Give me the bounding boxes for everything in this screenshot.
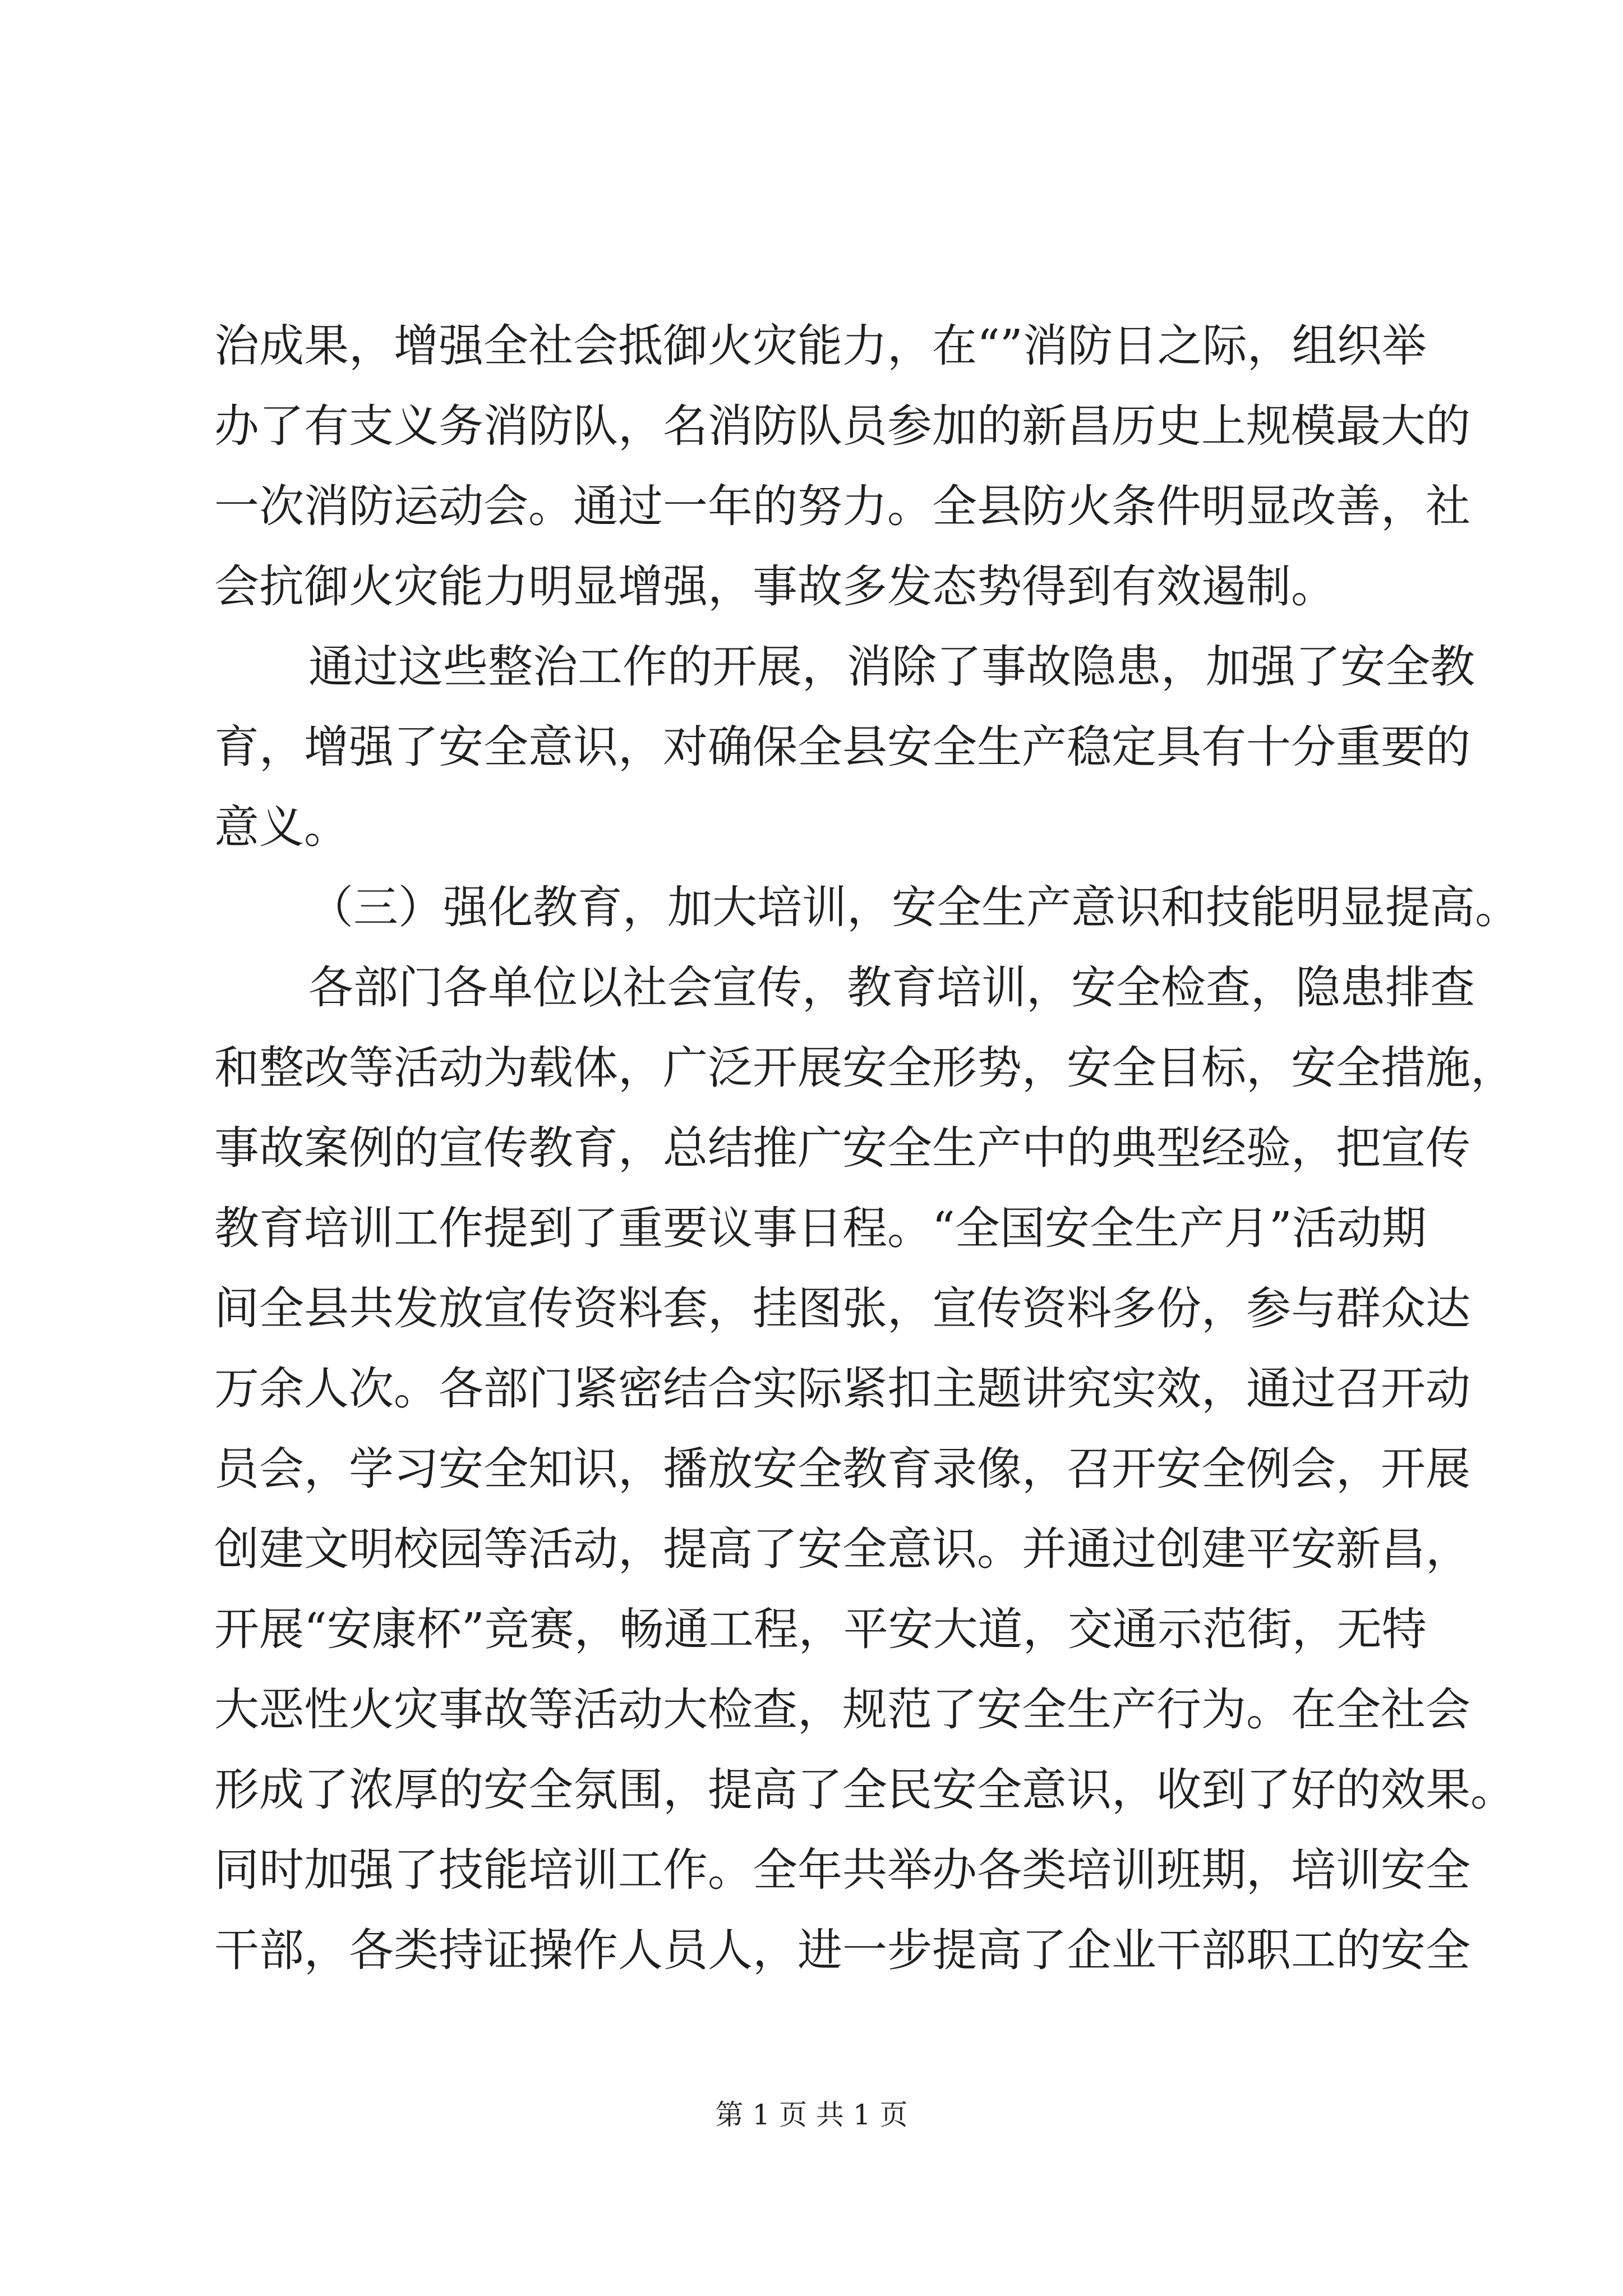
paragraph-line: 治成果，增强全社会抵御火灾能力，在“”消防日之际，组织举 — [214, 320, 1427, 372]
paragraph-line: 形成了浓厚的安全氛围，提高了全民安全意识，收到了好的效果。 — [214, 1764, 1515, 1816]
paragraph-line: 通过这些整治工作的开展，消除了事故隐患，加强了安全教 — [308, 641, 1475, 693]
page-number-label: 第 1 页 共 1 页 — [715, 2099, 908, 2131]
paragraph-line: 育，增强了安全意识，对确保全县安全生产稳定具有十分重要的 — [214, 721, 1470, 773]
document-body — [214, 306, 1520, 1990]
paragraph-line: 事故案例的宣传教育，总结推广安全生产中的典型经验，把宣传 — [214, 1122, 1470, 1174]
paragraph-line: 创建文明校园等活动，提高了安全意识。并通过创建平安新昌， — [214, 1523, 1470, 1575]
paragraph-line: 办了有支义务消防队，名消防队员参加的新昌历史上规模最大的 — [214, 400, 1470, 452]
section-heading: （三）强化教育，加大培训，安全生产意识和技能明显提高。 — [308, 881, 1520, 933]
paragraph-line: 会抗御火灾能力明显增强，事故多发态势得到有效遏制。 — [214, 560, 1336, 613]
paragraph-line: 一次消防运动会。通过一年的努力。全县防火条件明显改善，社 — [214, 480, 1470, 532]
paragraph-line: 和整改等活动为载体，广泛开展安全形势，安全目标，安全措施， — [214, 1042, 1515, 1094]
paragraph-line: 间全县共发放宣传资料套，挂图张，宣传资料多份，参与群众达 — [214, 1282, 1470, 1335]
page-footer — [0, 2095, 1623, 2134]
paragraph-line: 教育培训工作提到了重要议事日程。“全国安全生产月”活动期 — [214, 1202, 1427, 1254]
paragraph-line: 员会，学习安全知识，播放安全教育录像，召开安全例会，开展 — [214, 1443, 1470, 1495]
paragraph-line: 干部，各类持证操作人员人，进一步提高了企业干部职工的安全 — [214, 1924, 1470, 1976]
paragraph-line: 各部门各单位以社会宣传，教育培训，安全检查，隐患排查 — [308, 961, 1475, 1014]
paragraph-line: 万余人次。各部门紧密结合实际紧扣主题讲究实效，通过召开动 — [214, 1363, 1470, 1415]
paragraph-line: 开展“安康杯”竞赛，畅通工程，平安大道，交通示范街，无特 — [214, 1603, 1427, 1655]
paragraph-line: 意义。 — [214, 801, 349, 853]
paragraph-line: 大恶性火灾事故等活动大检查，规范了安全生产行为。在全社会 — [214, 1683, 1470, 1736]
paragraph-line: 同时加强了技能培训工作。全年共举办各类培训班期，培训安全 — [214, 1844, 1470, 1896]
